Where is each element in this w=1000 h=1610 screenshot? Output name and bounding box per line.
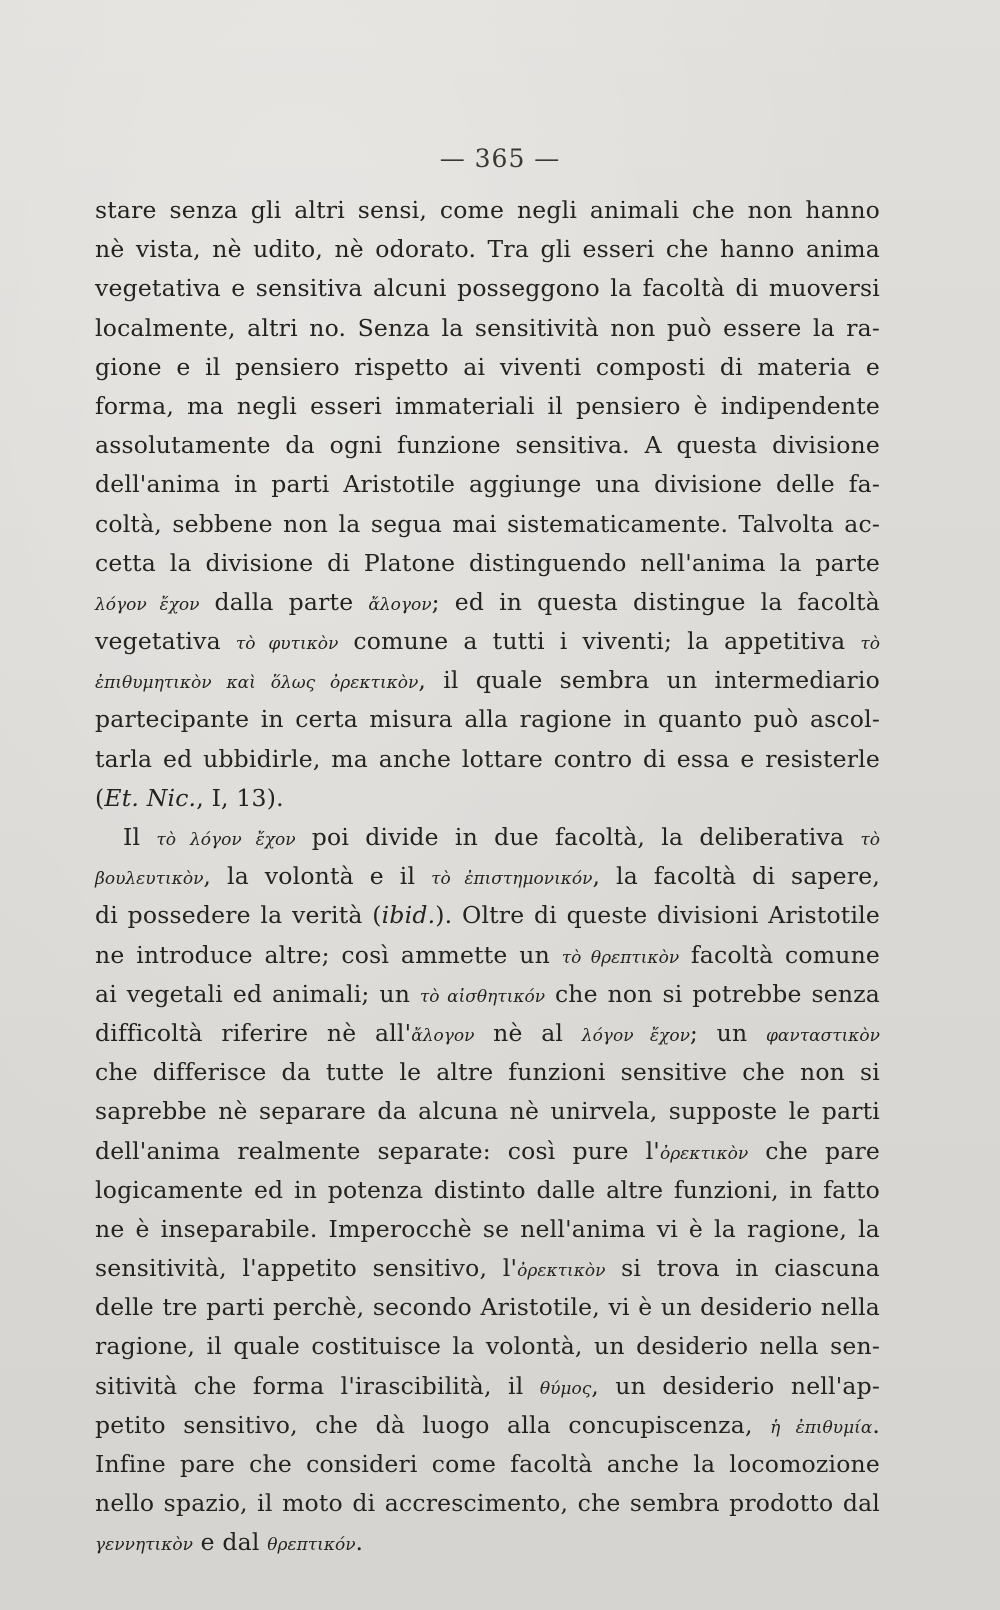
greek-term: τὸ [860,830,881,850]
body-text [95,191,880,1563]
text-run: dalla parte [199,587,369,616]
text-line [95,779,880,818]
text-line: coltà, sebbene non la segua mai sistematicamente. Talvolta ac- [95,509,880,538]
text-line: nello spazio, il moto di accrescimento, che sembra prodotto dal [95,1489,880,1518]
text-line: delle tre parti perchè, secondo Aristotile, vi è un desiderio nella [95,1293,880,1322]
text-line: partecipante in certa misura alla ragione in quanto può ascol- [95,705,880,734]
text-run: vegetativa [95,627,236,656]
text-line [95,622,880,661]
greek-term: λόγον ἔχον [581,1025,690,1046]
text-line: gione e il pensiero rispetto ai viventi composti di materia e [95,352,880,381]
text-run: , I, 13). [196,783,284,812]
text-run: comune a tutti i viventi; la appetitiva [338,627,861,656]
text-run: ( [95,783,105,812]
text-line [95,1014,880,1053]
text-run: . [355,1528,364,1557]
citation: ibid. [381,901,436,930]
text-run: nè al [474,1018,582,1047]
text-line: ragione, il quale costituisce la volontà, un desiderio nella sen- [95,1332,880,1361]
text-run: ai vegetali ed animali; un [95,979,420,1008]
greek-term: τὸ ἐπιστημονικόν [431,869,593,890]
text-run: facoltà comune [679,940,881,969]
text-run: petito sensitivo, che dà luogo alla concupiscenza, [95,1410,771,1439]
text-line: cetta la divisione di Platone distinguendo nell'anima la parte [95,548,880,577]
text-run: di possedere la verità ( [95,901,382,930]
greek-term: βουλευτικὸν [95,869,204,890]
text-line: assolutamente da ogni funzione sensitiva. A questa divisione [95,431,880,460]
text-line [95,1523,880,1562]
text-run: ne introduce altre; così ammette un [95,940,562,969]
greek-term: ἄλογον [411,1025,475,1046]
text-line [95,975,880,1014]
text-line [95,1367,880,1406]
text-line: che differisce da tutte le altre funzioni sensitive che non si [95,1058,880,1087]
greek-term: θύμος [539,1378,592,1399]
text-run: e dal [192,1528,268,1557]
text-line: localmente, altri no. Senza la sensitività non può essere la ra- [95,313,880,342]
text-line [95,661,880,700]
text-line: tarla ed ubbidirle, ma anche lottare contro di essa e resisterle [95,744,880,773]
greek-term: φανταστικὸν [765,1025,880,1046]
text-run: , il quale sembra un intermediario [418,666,880,695]
text-line [95,818,880,857]
text-run: difficoltà riferire nè all' [95,1018,412,1047]
text-run: Il [123,823,157,851]
text-run: , la facoltà di sapere, [592,862,880,891]
text-run: si trova in ciascuna [605,1254,880,1283]
text-line [95,857,880,896]
text-line: Infine pare che consideri come facoltà anche la locomozione [95,1450,880,1478]
text-run: . [872,1410,880,1439]
citation: Et. Nic. [104,783,197,812]
text-run: ; ed in questa distingue la facoltà [431,587,880,616]
greek-term: ἄλογον [368,594,432,615]
greek-term: τὸ λόγον ἔχον [156,830,296,850]
greek-term: ἡ ἐπιθυμία [770,1417,873,1438]
text-run: dell'anima realmente separate: così pure l' [95,1136,660,1165]
text-run: ). Oltre di queste divisioni Aristotile [435,901,880,930]
text-run: ; un [689,1018,766,1047]
text-line: ne è inseparabile. Imperocchè se nell'anima vi è la ragione, la [95,1214,880,1243]
text-line: forma, ma negli esseri immateriali il pensiero è indipendente [95,391,880,420]
greek-term: τὸ θρεπτικὸν [561,947,680,968]
text-line [95,1249,880,1288]
text-line: saprebbe nè separare da alcuna nè unirvela, supposte le parti [95,1097,880,1126]
text-run: che non si potrebbe senza [545,979,880,1008]
greek-term: τὸ [860,634,880,655]
greek-term: λόγον ἔχον [95,594,200,615]
greek-term: ὀρεκτικὸν [659,1143,749,1164]
text-line [95,1132,880,1171]
greek-term: τὸ φυτικὸν [235,634,339,655]
text-line: nè vista, nè udito, nè odorato. Tra gli esseri che hanno anima [95,235,880,264]
text-run: sensitività, l'appetito sensitivo, l' [95,1254,518,1283]
page-number: — 365 — [439,144,561,173]
text-run: , la volontà e il [203,862,432,891]
text-line [95,583,880,622]
text-line: vegetativa e sensitiva alcuni posseggono la facoltà di muoversi [95,274,880,303]
greek-term: γεννητικὸν [95,1535,193,1556]
greek-term: τὸ αἰσθητικόν [419,986,546,1007]
text-run: che pare [748,1136,881,1165]
text-run: sitività che forma l'irascibilità, il [95,1371,540,1400]
text-line [95,896,880,935]
greek-term: ὀρεκτικὸν [517,1261,606,1282]
text-run: poi divide in due facoltà, la deliberativa [295,823,861,851]
greek-term: θρεπτικόν [267,1535,356,1556]
text-line [95,1406,880,1445]
text-line: logicamente ed in potenza distinto dalle altre funzioni, in fatto [95,1175,880,1204]
text-line: stare senza gli altri sensi, come negli animali che non hanno [95,196,880,224]
text-line: dell'anima in parti Aristotile aggiunge una divisione delle fa- [95,470,880,499]
text-line [95,936,880,975]
greek-term: ἐπιθυμητικὸν καὶ ὅλως ὀρεκτικὸν [95,673,419,694]
text-run: , un desiderio nell'ap- [591,1371,880,1400]
